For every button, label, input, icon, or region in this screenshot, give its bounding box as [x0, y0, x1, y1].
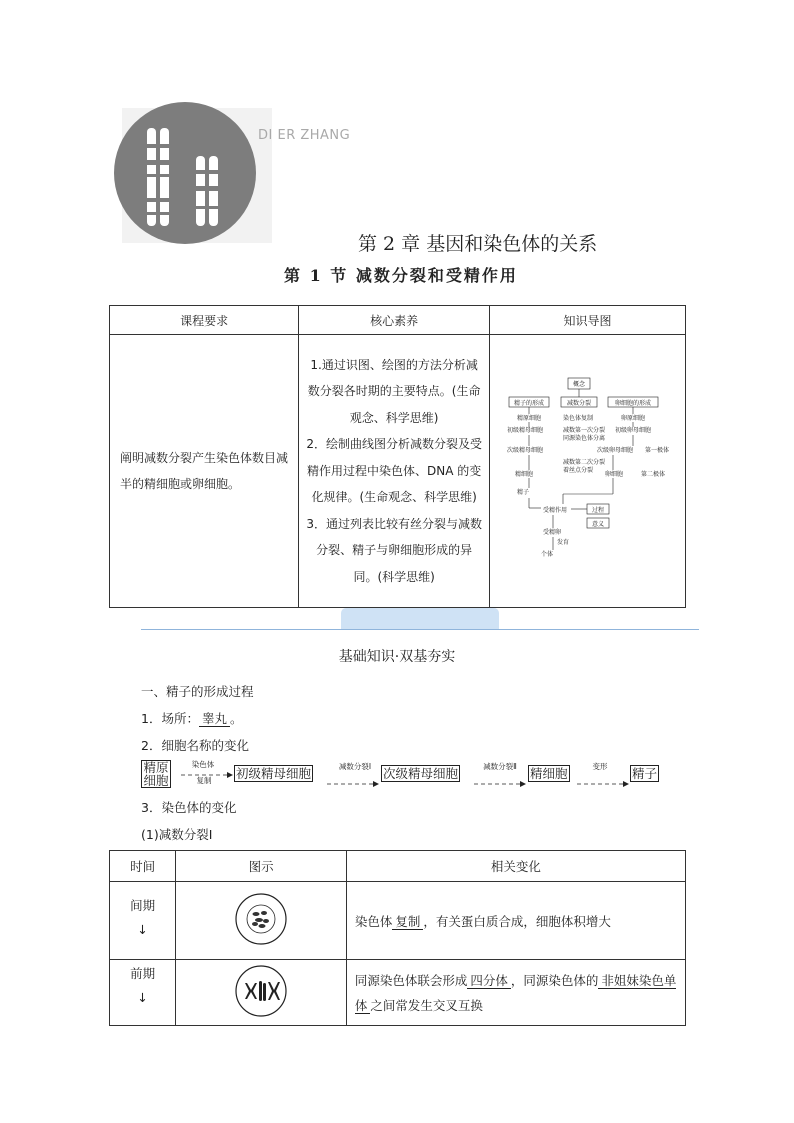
meiosis1-subheading: (1)减数分裂Ⅰ [141, 827, 213, 842]
map-concept: 概念 [572, 380, 585, 388]
flow-arrow3-label: 减数分裂Ⅱ [483, 762, 517, 771]
place-answer: 睾丸 [199, 711, 230, 727]
map-sperm-cell: 精原细胞 [516, 414, 541, 422]
place-prefix: 1．场所： [141, 711, 199, 726]
literacy-item-1: 1.通过识图、绘图的方法分析减数分裂各时期的主要特点。(生命观念、科学思维) [307, 357, 481, 425]
map-sister-sep: 着丝点分裂 [562, 466, 593, 474]
map-second-polar: 第二极体 [640, 470, 665, 478]
map-egg: 卵细胞 [604, 470, 623, 478]
map-egg-formation: 卵细胞的形成 [614, 399, 651, 407]
flow-arrow4 [577, 773, 629, 781]
flow-arrow2 [327, 773, 379, 781]
section-title: 第 1 节 减数分裂和受精作用 [284, 266, 518, 285]
header-course: 课程要求 [110, 306, 299, 335]
interphase-change: 染色体 复制 ，有关蛋白质合成，细胞体积增大 [346, 882, 685, 960]
header-time: 时间 [110, 851, 176, 882]
flow-start: 精原细胞 [141, 760, 171, 788]
chapter-pinyin: DI ER ZHANG [258, 128, 351, 143]
header-literacy: 核心素养 [299, 306, 490, 335]
prophase-diagram [176, 960, 347, 1026]
map-homolog-sep: 同源染色体分离 [562, 434, 605, 442]
flow-secondary-spermatocyte: 次级精母细胞 [383, 766, 459, 781]
map-secondary-spermatocyte: 次级精母细胞 [506, 446, 543, 454]
map-zygote: 受精卵 [542, 528, 561, 536]
map-sperm-formation: 精子的形成 [513, 399, 544, 407]
map-primary-spermatocyte: 初级精母细胞 [506, 426, 543, 434]
core-literacy [299, 335, 490, 608]
course-requirement: 阐明减数分裂产生染色体数目减半的精细胞或卵细胞。 [110, 335, 299, 608]
knowledge-map-cell [490, 335, 686, 608]
literacy-item-2: 2．绘制曲线图分析减数分裂及受精作用过程中染色体、DNA 的变化规律。(生命观念、科学思维) [306, 437, 482, 505]
knowledge-map [493, 370, 683, 570]
cell-name-flow [141, 758, 681, 788]
header-diagram: 图示 [176, 851, 347, 882]
cell-names-heading: 2．细胞名称的变化 [141, 738, 249, 753]
map-develop: 发育 [556, 538, 569, 546]
time-prophase: 前期 ↓ [110, 960, 176, 1026]
cell-interphase-icon [231, 893, 291, 945]
flow-arrow4-label: 变形 [592, 762, 608, 771]
flow-spermatid: 精细胞 [530, 766, 568, 781]
time-interphase: 间期 ↓ [110, 882, 176, 960]
map-first-division: 减数第一次分裂 [562, 426, 605, 434]
map-sperm: 精子 [516, 488, 529, 496]
sperm-formation-heading: 一、精子的形成过程 [141, 684, 254, 699]
section-banner-title: 基础知识·双基夯实 [338, 649, 456, 665]
cell-prophase-icon [231, 965, 291, 1017]
down-arrow-icon: ↓ [137, 922, 148, 937]
place-suffix: 。 [229, 711, 243, 726]
place-line [141, 709, 242, 727]
section-divider [141, 629, 699, 630]
map-first-polar: 第一极体 [644, 446, 669, 454]
answer-non-sister: 非姐妹染色单体 [354, 972, 677, 1013]
map-oogonium: 卵原细胞 [620, 414, 645, 422]
map-significance: 意义 [591, 520, 604, 528]
flow-arrow3 [474, 773, 526, 781]
map-meiosis: 减数分裂 [566, 399, 591, 407]
map-second-division: 减数第二次分裂 [562, 458, 605, 466]
meiosis1-table [109, 850, 686, 1026]
section-tab [341, 608, 499, 629]
chromosome-logo [114, 102, 256, 244]
map-spermatid: 精细胞 [514, 470, 533, 478]
header-map: 知识导图 [490, 306, 686, 335]
map-secondary-oocyte: 次级卵母细胞 [596, 446, 633, 454]
prophase-change: 同源染色体联会形成 四分体 ，同源染色体的 非姐妹染色单体 之间常发生交叉互换 [346, 960, 685, 1026]
chromosome-icon [114, 102, 256, 244]
flow-arrow1-top: 染色体 [191, 760, 215, 769]
interphase-diagram [176, 882, 347, 960]
answer-replicate: 复制 [392, 914, 423, 930]
answer-tetrad: 四分体 [467, 973, 511, 989]
map-process: 过程 [591, 506, 604, 514]
header-change: 相关变化 [346, 851, 685, 882]
flow-arrow1 [181, 764, 233, 772]
literacy-item-3: 3．通过列表比较有丝分裂与减数分裂、精子与卵细胞形成的异同。(科学思维) [306, 516, 482, 584]
flow-arrow2-label: 减数分裂Ⅰ [338, 762, 372, 771]
down-arrow-icon: ↓ [137, 990, 148, 1005]
requirements-table [109, 305, 686, 608]
map-fertilization: 受精作用 [542, 506, 567, 514]
map-primary-oocyte: 初级卵母细胞 [614, 426, 651, 434]
chapter-title: 第 2 章 基因和染色体的关系 [358, 233, 598, 255]
flow-sperm: 精子 [632, 766, 658, 781]
table-row [110, 882, 686, 960]
chromosome-change-heading: 3．染色体的变化 [141, 800, 237, 815]
map-individual: 个体 [540, 550, 553, 558]
flow-arrow1-bottom: 复制 [196, 776, 212, 785]
map-chromosome-copy: 染色体复制 [562, 414, 593, 422]
flow-primary-spermatocyte: 初级精母细胞 [236, 766, 312, 781]
table-row [110, 960, 686, 1026]
